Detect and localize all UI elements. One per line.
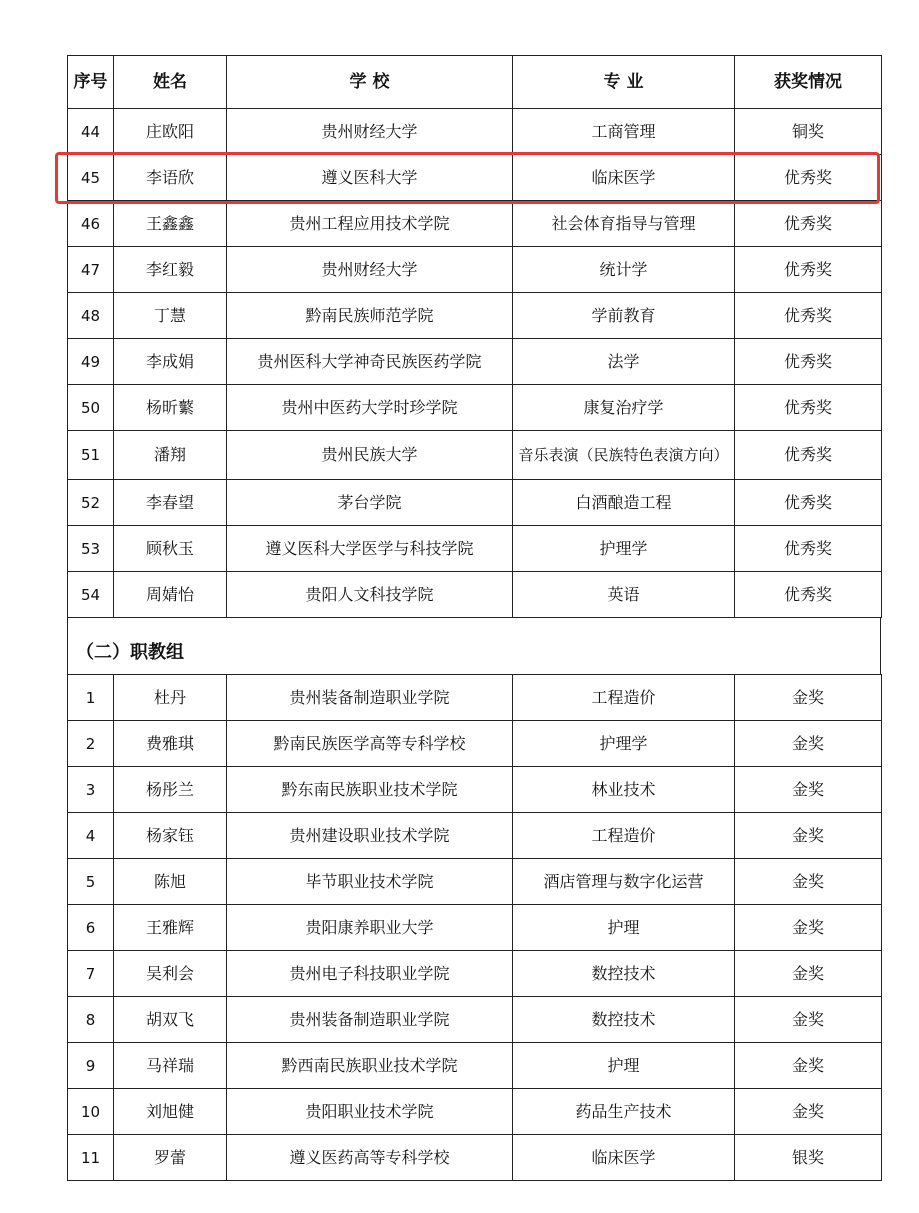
table-row bbox=[68, 997, 882, 1043]
table-row bbox=[68, 572, 882, 618]
table-row bbox=[68, 293, 882, 339]
cell-name: 胡双飞 bbox=[114, 997, 227, 1043]
cell-no: 2 bbox=[68, 721, 114, 767]
cell-school: 贵州中医药大学时珍学院 bbox=[227, 385, 513, 431]
cell-award: 优秀奖 bbox=[735, 526, 882, 572]
cell-major: 工程造价 bbox=[513, 675, 735, 721]
cell-school: 遵义医药高等专科学校 bbox=[227, 1135, 513, 1181]
cell-award: 金奖 bbox=[735, 675, 882, 721]
cell-name: 罗蕾 bbox=[114, 1135, 227, 1181]
cell-no: 49 bbox=[68, 339, 114, 385]
cell-school: 黔东南民族职业技术学院 bbox=[227, 767, 513, 813]
table-row bbox=[68, 1043, 882, 1089]
cell-name: 王鑫鑫 bbox=[114, 201, 227, 247]
cell-school: 贵州装备制造职业学院 bbox=[227, 675, 513, 721]
cell-no: 54 bbox=[68, 572, 114, 618]
table-row bbox=[68, 155, 882, 201]
cell-no: 53 bbox=[68, 526, 114, 572]
table-row bbox=[68, 813, 882, 859]
cell-school: 贵阳职业技术学院 bbox=[227, 1089, 513, 1135]
cell-major: 护理学 bbox=[513, 721, 735, 767]
award-table-group1 bbox=[67, 55, 882, 618]
header-no: 序号 bbox=[68, 56, 114, 109]
cell-school: 黔西南民族职业技术学院 bbox=[227, 1043, 513, 1089]
table-row bbox=[68, 201, 882, 247]
cell-award: 金奖 bbox=[735, 1043, 882, 1089]
cell-school: 贵州财经大学 bbox=[227, 247, 513, 293]
cell-award: 金奖 bbox=[735, 721, 882, 767]
cell-no: 47 bbox=[68, 247, 114, 293]
cell-award: 金奖 bbox=[735, 813, 882, 859]
cell-award: 优秀奖 bbox=[735, 572, 882, 618]
table-row bbox=[68, 385, 882, 431]
cell-name: 周婧怡 bbox=[114, 572, 227, 618]
cell-name: 李成娟 bbox=[114, 339, 227, 385]
cell-no: 7 bbox=[68, 951, 114, 997]
cell-no: 50 bbox=[68, 385, 114, 431]
table-row bbox=[68, 721, 882, 767]
table-row bbox=[68, 526, 882, 572]
cell-award: 优秀奖 bbox=[735, 247, 882, 293]
cell-award: 优秀奖 bbox=[735, 480, 882, 526]
cell-major: 社会体育指导与管理 bbox=[513, 201, 735, 247]
table-row bbox=[68, 951, 882, 997]
section-title-vocational: （二）职教组 bbox=[67, 618, 881, 674]
cell-major: 统计学 bbox=[513, 247, 735, 293]
cell-no: 8 bbox=[68, 997, 114, 1043]
cell-school: 贵州建设职业技术学院 bbox=[227, 813, 513, 859]
cell-name: 潘翔 bbox=[114, 431, 227, 480]
cell-award: 金奖 bbox=[735, 767, 882, 813]
cell-name: 王雅辉 bbox=[114, 905, 227, 951]
cell-no: 5 bbox=[68, 859, 114, 905]
cell-award: 金奖 bbox=[735, 905, 882, 951]
cell-name: 马祥瑞 bbox=[114, 1043, 227, 1089]
cell-name: 李春望 bbox=[114, 480, 227, 526]
cell-no: 9 bbox=[68, 1043, 114, 1089]
table-row bbox=[68, 431, 882, 480]
cell-no: 48 bbox=[68, 293, 114, 339]
table-row bbox=[68, 480, 882, 526]
header-major: 专 业 bbox=[513, 56, 735, 109]
table-row bbox=[68, 905, 882, 951]
cell-school: 贵州工程应用技术学院 bbox=[227, 201, 513, 247]
cell-major: 音乐表演（民族特色表演方向） bbox=[513, 431, 735, 480]
cell-major: 酒店管理与数字化运营 bbox=[513, 859, 735, 905]
table-row bbox=[68, 339, 882, 385]
cell-name: 杨彤兰 bbox=[114, 767, 227, 813]
cell-award: 银奖 bbox=[735, 1135, 882, 1181]
table-row bbox=[68, 1135, 882, 1181]
cell-no: 11 bbox=[68, 1135, 114, 1181]
cell-major: 工程造价 bbox=[513, 813, 735, 859]
cell-award: 优秀奖 bbox=[735, 431, 882, 480]
cell-no: 52 bbox=[68, 480, 114, 526]
cell-name: 陈旭 bbox=[114, 859, 227, 905]
cell-name: 李语欣 bbox=[114, 155, 227, 201]
cell-school: 贵州民族大学 bbox=[227, 431, 513, 480]
cell-name: 李红毅 bbox=[114, 247, 227, 293]
cell-school: 遵义医科大学医学与科技学院 bbox=[227, 526, 513, 572]
cell-major: 数控技术 bbox=[513, 997, 735, 1043]
cell-no: 46 bbox=[68, 201, 114, 247]
cell-school: 黔南民族医学高等专科学校 bbox=[227, 721, 513, 767]
cell-school: 毕节职业技术学院 bbox=[227, 859, 513, 905]
cell-no: 6 bbox=[68, 905, 114, 951]
cell-name: 费雅琪 bbox=[114, 721, 227, 767]
table-row bbox=[68, 767, 882, 813]
cell-award: 金奖 bbox=[735, 997, 882, 1043]
cell-award: 金奖 bbox=[735, 1089, 882, 1135]
cell-major: 法学 bbox=[513, 339, 735, 385]
cell-major: 英语 bbox=[513, 572, 735, 618]
cell-name: 庄欧阳 bbox=[114, 109, 227, 155]
cell-no: 10 bbox=[68, 1089, 114, 1135]
cell-no: 1 bbox=[68, 675, 114, 721]
table-header-row bbox=[68, 56, 882, 109]
cell-major: 护理 bbox=[513, 1043, 735, 1089]
cell-school: 贵州医科大学神奇民族医药学院 bbox=[227, 339, 513, 385]
cell-school: 黔南民族师范学院 bbox=[227, 293, 513, 339]
table-row bbox=[68, 109, 882, 155]
table-row bbox=[68, 1089, 882, 1135]
cell-no: 3 bbox=[68, 767, 114, 813]
cell-school: 遵义医科大学 bbox=[227, 155, 513, 201]
cell-no: 44 bbox=[68, 109, 114, 155]
cell-major: 药品生产技术 bbox=[513, 1089, 735, 1135]
cell-major: 临床医学 bbox=[513, 1135, 735, 1181]
cell-name: 丁慧 bbox=[114, 293, 227, 339]
cell-major: 白酒酿造工程 bbox=[513, 480, 735, 526]
cell-name: 吴利会 bbox=[114, 951, 227, 997]
header-award: 获奖情况 bbox=[735, 56, 882, 109]
cell-award: 金奖 bbox=[735, 951, 882, 997]
cell-no: 51 bbox=[68, 431, 114, 480]
cell-award: 金奖 bbox=[735, 859, 882, 905]
cell-name: 杨昕蘩 bbox=[114, 385, 227, 431]
cell-school: 贵州电子科技职业学院 bbox=[227, 951, 513, 997]
header-school: 学 校 bbox=[227, 56, 513, 109]
cell-major: 数控技术 bbox=[513, 951, 735, 997]
cell-name: 刘旭健 bbox=[114, 1089, 227, 1135]
cell-major: 工商管理 bbox=[513, 109, 735, 155]
group1-body bbox=[68, 109, 882, 618]
cell-name: 顾秋玉 bbox=[114, 526, 227, 572]
table-row bbox=[68, 675, 882, 721]
header-name: 姓名 bbox=[114, 56, 227, 109]
cell-major: 临床医学 bbox=[513, 155, 735, 201]
cell-major: 护理 bbox=[513, 905, 735, 951]
cell-award: 优秀奖 bbox=[735, 201, 882, 247]
group2-body bbox=[68, 675, 882, 1181]
cell-no: 45 bbox=[68, 155, 114, 201]
cell-award: 优秀奖 bbox=[735, 155, 882, 201]
cell-award: 优秀奖 bbox=[735, 293, 882, 339]
cell-award: 优秀奖 bbox=[735, 339, 882, 385]
cell-award: 优秀奖 bbox=[735, 385, 882, 431]
cell-major: 林业技术 bbox=[513, 767, 735, 813]
cell-major: 康复治疗学 bbox=[513, 385, 735, 431]
cell-school: 贵阳康养职业大学 bbox=[227, 905, 513, 951]
cell-school: 贵阳人文科技学院 bbox=[227, 572, 513, 618]
cell-school: 贵州装备制造职业学院 bbox=[227, 997, 513, 1043]
cell-name: 杜丹 bbox=[114, 675, 227, 721]
table-row bbox=[68, 247, 882, 293]
cell-award: 铜奖 bbox=[735, 109, 882, 155]
award-list-document bbox=[67, 55, 881, 1181]
cell-name: 杨家钰 bbox=[114, 813, 227, 859]
award-table-group2 bbox=[67, 674, 882, 1181]
cell-no: 4 bbox=[68, 813, 114, 859]
cell-major: 护理学 bbox=[513, 526, 735, 572]
table-row bbox=[68, 859, 882, 905]
cell-school: 贵州财经大学 bbox=[227, 109, 513, 155]
cell-school: 茅台学院 bbox=[227, 480, 513, 526]
cell-major: 学前教育 bbox=[513, 293, 735, 339]
